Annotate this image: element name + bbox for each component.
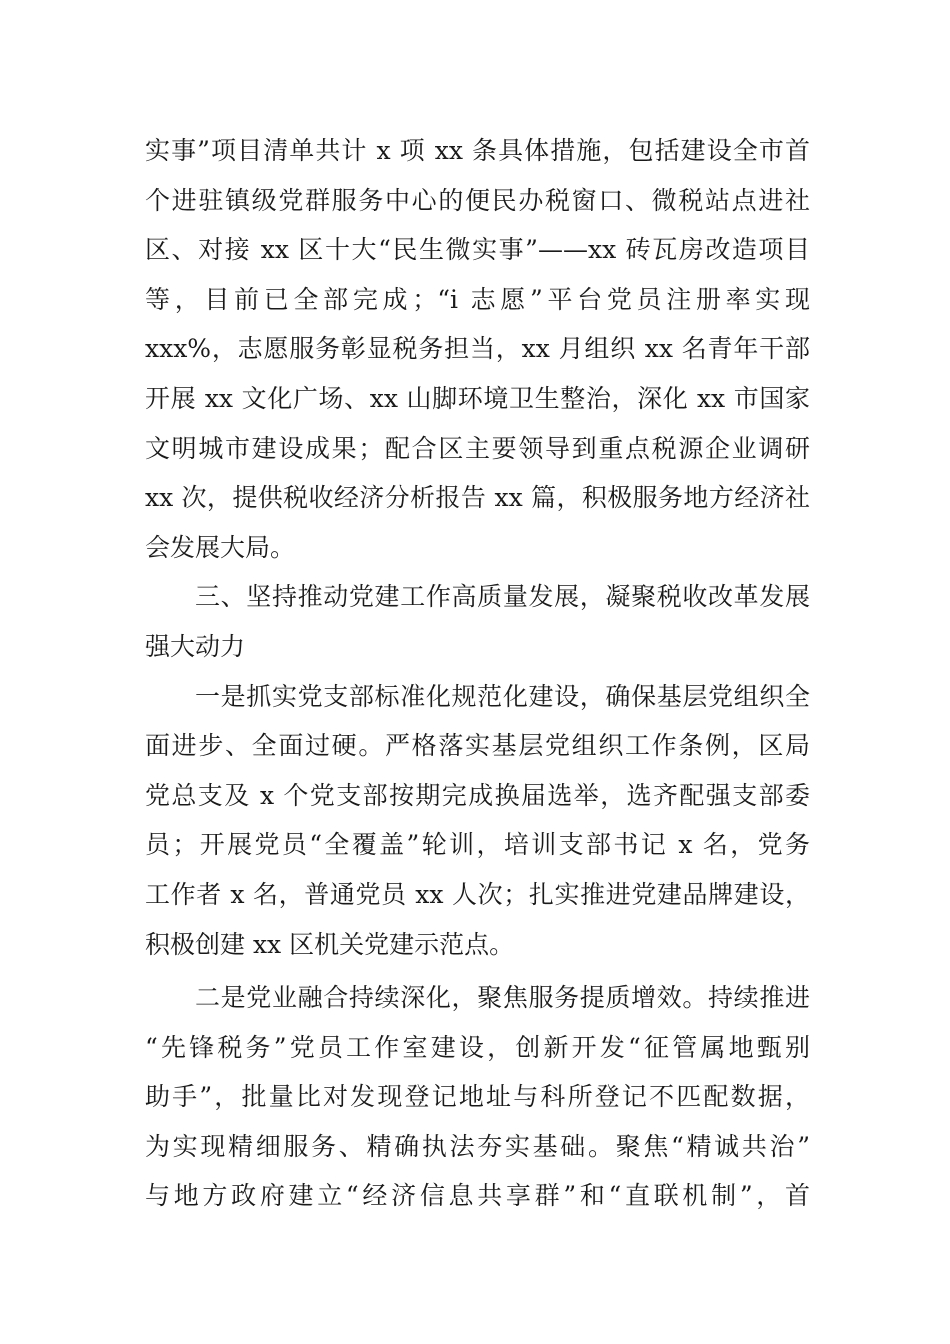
text-line: 一是抓实党支部标准化规范化建设，确保基层党组织全 [195,681,810,711]
text-line: 个进驻镇级党群服务中心的便民办税窗口、微税站点进社 [145,185,810,215]
heading-line: 强大动力 [145,631,246,661]
heading-line: 三、坚持推动党建工作高质量发展，凝聚税收改革发展 [195,582,810,612]
text-line: 开展 xx 文化广场、xx 山脚环境卫生整治，深化 xx 市国家 [145,383,810,413]
section-heading [145,572,810,671]
text-line: xxx%，志愿服务彰显税务担当，xx 月组织 xx 名青年干部 [145,334,810,364]
text-line: 等，目前已全部完成；“i 志愿”平台党员注册率实现 [145,284,810,314]
paragraph-integration [145,973,810,1221]
text-line: 与地方政府建立“经济信息共享群”和“直联机制”，首 [145,1181,810,1211]
text-line: 面进步、全面过硬。严格落实基层党组织工作条例，区局 [145,731,810,761]
text-line: 员；开展党员“全覆盖”轮训，培训支部书记 x 名，党务 [145,830,810,860]
text-line: 二是党业融合持续深化，聚焦服务提质增效。持续推进 [195,983,810,1013]
text-line: 文明城市建设成果；配合区主要领导到重点税源企业调研 [145,433,810,463]
text-line: 为实现精细服务、精确执法夯实基础。聚焦“精诚共治” [145,1131,810,1161]
text-line: 区、对接 xx 区十大“民生微实事”——xx 砖瓦房改造项目 [145,235,810,265]
paragraph-continuation [145,126,810,572]
text-line: 实事”项目清单共计 x 项 xx 条具体措施，包括建设全市首 [145,136,810,165]
text-line: 党总支及 x 个党支部按期完成换届选举，选齐配强支部委 [145,780,810,810]
text-line: xx 次，提供税收经济分析报告 xx 篇，积极服务地方经济社 [145,483,810,513]
text-line: 工作者 x 名，普通党员 xx 人次；扎实推进党建品牌建设， [145,879,810,909]
paragraph-branch-building [145,672,810,970]
text-line: 助手”，批量比对发现登记地址与科所登记不匹配数据， [145,1082,810,1112]
text-line: 积极创建 xx 区机关党建示范点。 [145,929,515,959]
text-line: “先锋税务”党员工作室建设，创新开发“征管属地甄别 [145,1032,810,1062]
text-line: 会发展大局。 [145,532,296,562]
document-body [145,126,810,1221]
